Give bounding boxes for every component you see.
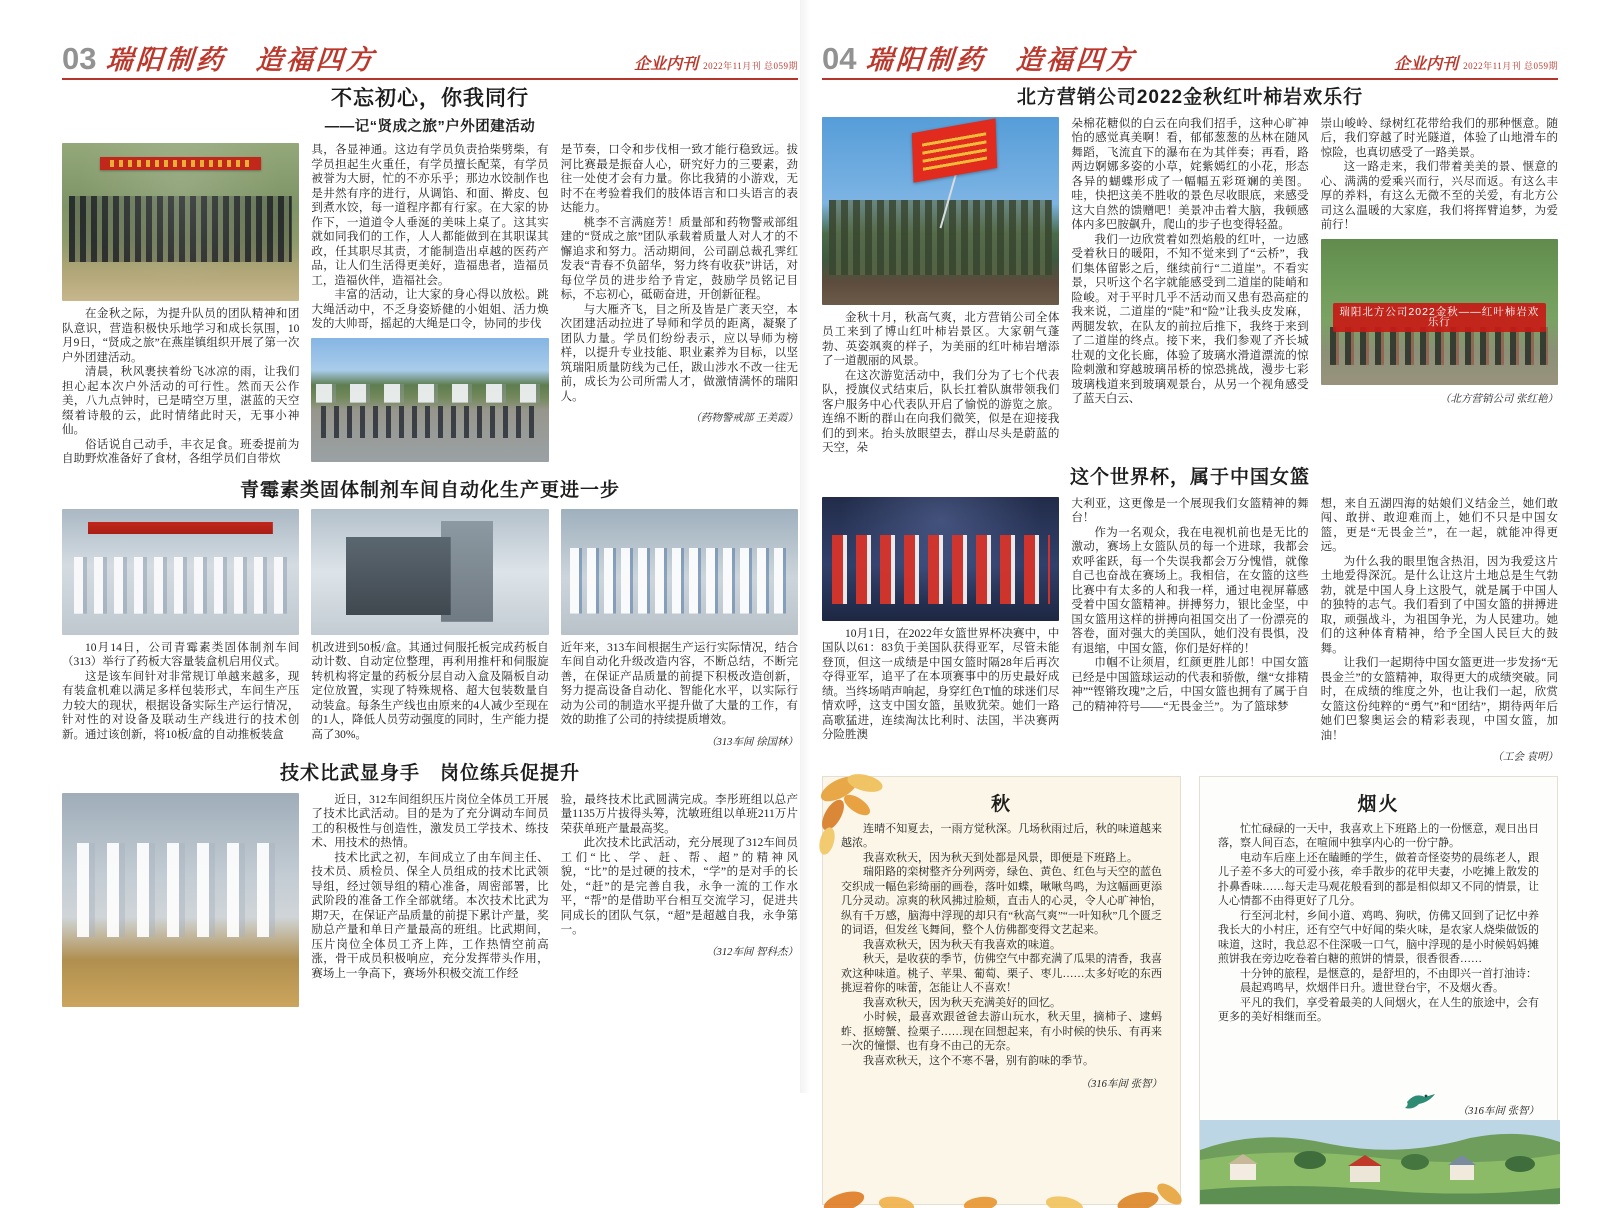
- paragraph: 这一路走来，我们带着美美的景、惬意的心、满满的爱乘兴而行，兴尽而返。有这么丰厚的养料，有这么无微不至的关爱，有北方公司这么温暖的大家庭，我们将挥臂追梦，为爱前行！: [1320, 161, 1558, 232]
- byline: （313车间 徐国林）: [706, 736, 798, 748]
- paragraph: 瑞阳路的栾树整齐分列两旁，绿色、黄色、红色与天空的蓝色交织成一幅色彩绮丽的画卷，落叶如蝶，啾啾鸟鸣，为这幅画更添几分灵动。凉爽的秋风拂过脸颊，直击人的心灵，令人心旷神怡，纵有千万感，脑海中浮现的却只有“秋高气爽”“一叶知秋”几个匮乏的词语，但发丝飞舞间，整个人仿佛都变得文艺起来。: [841, 866, 1162, 936]
- paragraph: 10月14日，公司青霉素类固体制剂车间（313）举行了药板大容量装盒机启用仪式。: [62, 641, 300, 668]
- issue-info: [1394, 51, 1558, 74]
- article-column-1: [62, 143, 299, 467]
- article-title: 不忘初心，你我同行: [331, 87, 529, 110]
- article-column-1: [822, 117, 1059, 456]
- column-text: [311, 143, 548, 332]
- bird-icon: [1403, 1088, 1437, 1112]
- article-penicillin-automation: [62, 479, 798, 750]
- page-number: 03: [62, 41, 97, 76]
- maple-leaves-decoration: [823, 1174, 1180, 1208]
- paragraph: 平凡的我们，享受着最美的人间烟火，在人生的旅途中，会有更多的美好相继而至。: [1218, 996, 1539, 1023]
- photo-skill-competition: [62, 793, 299, 1007]
- article-column-3: [1321, 117, 1558, 456]
- article-column-1: [62, 793, 299, 1007]
- photo-cartoning-machine: [311, 509, 548, 635]
- photo-basketball-team: [822, 497, 1059, 621]
- article-title: 这个世界杯，属于中国女篮: [1069, 466, 1310, 488]
- paragraph: 行至河北村，乡间小道、鸡鸣、狗吠，仿佛又回到了记忆中养我长大的小村庄，还有空气中好闻的柴火味，是农家人烧柴做饭的味道，这时，我总忍不住深吸一口气，脑中浮现的是小时候妈妈摊煎饼我在旁边吃卷着白糖的煎饼的情景，很香很香……: [1218, 909, 1539, 965]
- red-flag: [912, 118, 998, 182]
- article-column-1: [822, 497, 1059, 766]
- article-column-2: [311, 143, 548, 467]
- issue-meta: 2022年11月刊 总059期: [1463, 61, 1558, 71]
- issue-name: 企业内刊: [1394, 56, 1459, 73]
- paragraph: 为什么我的眼里饱含热泪，因为我爱这片土地爱得深沉。是什么让这片土地总是生气勃勃，就是中国人身上这股气，就是属于中国人的独特的志气。我们看到了中国女篮的拼搏进取，顽强战斗，为祖国争光，为人民建功。她们的这种体育精神，给予全国人民巨大的鼓舞。: [1320, 555, 1558, 655]
- column-text: [822, 627, 1059, 743]
- paragraph: 近年来，313车间根据生产运行实际情况，结合车间自动化升级改造内容，不断总结，不断完善，在保证产品质量的前提下积极改造创新，努力提高设备自动化、智能化水平，以实际行动为公司的制造水平提升做了大量的工作，有效的助推了公司的持续提质增效。: [560, 641, 798, 726]
- paragraph: 在这次游览活动中，我们分为了七个代表队，授旗仪式结束后，队长扛着队旗带领我们客户服务中心代表队开启了愉悦的游览之旅。连绵不断的群山在向我们微笑，似是在迎接我们的到来。抬头放眼望去，群山尽头是蔚蓝的天空，朵: [822, 369, 1060, 455]
- article-column-2: [1071, 497, 1308, 766]
- paragraph: 让我们一起期待中国女篮更进一步发扬“无畏金兰”的女篮精神，取得更大的成绩突破。同时，在成绩的维度之外，也让我们一起，欣赏女篮这份纯粹的“勇气”和“团结”，期待两年后她们巴黎奥运会的精彩表现，中国女篮，加油！: [1320, 657, 1558, 742]
- paragraph: 验，最终技术比武圆满完成。李彤班组以总产量1135万片拔得头筹，沈敏班组以单班211万片荣获单班产量最高奖。: [560, 793, 798, 835]
- photo-hiking-group-flag: [822, 117, 1059, 305]
- paragraph: 忙忙碌碌的一天中，我喜欢上下班路上的一份惬意，观日出日落，察人间百态，在喧闹中独享内心的一份宁静。: [1218, 822, 1539, 849]
- photo-team-building-group: [62, 143, 299, 301]
- paragraph: 巾帼不让须眉，红颜更胜儿郎！中国女篮已经是中国篮球运动的代表和骄傲，继“女排精神”“铿锵玫瑰”之后，中国女篮也拥有了属于自己的精神符号——“无畏金兰”。为了篮球梦: [1071, 657, 1309, 713]
- paragraph: 10月1日，在2022年女篮世界杯决赛中，中国队以61：83负于美国队获得亚军，尽管未能登顶，但这一成绩是中国女篮时隔28年后再次夺得亚军，追平了在本项赛事中的历史最好成绩。当终场哨声响起，身穿红色T恤的球迷们尽情欢呼，这支中国女篮，虽败犹荣。她们一路高歌猛进，连续淘汰比利时、法国，半决赛两分险胜澳: [822, 627, 1060, 741]
- byline: （工会 袁明）: [1492, 752, 1558, 763]
- byline: （316车间 张智）: [1457, 1105, 1539, 1117]
- byline: （药物警戒部 王美霞）: [690, 413, 798, 425]
- column-text: [1321, 497, 1558, 744]
- essay-autumn: [822, 776, 1181, 1205]
- byline: （316车间 张智）: [1080, 1079, 1162, 1090]
- paragraph: 连晴不知夏去，一雨方觉秋深。几场秋雨过后，秋的味道越来越浓。: [841, 822, 1162, 849]
- paragraph: 小时候，最喜欢跟爸爸去游山玩水，秋天里，摘柿子、逮蚂蚱、抠螃蟹、捡栗子……现在回想起来，有小时候的快乐、有再来一次的憧憬、也有身不由己的无奈。: [841, 1011, 1162, 1052]
- issue-info: [634, 51, 798, 74]
- article-column-2: [311, 793, 548, 1007]
- paragraph: 在金秋之际，为提升队员的团队精神和团队意识，营造积极快乐地学习和成长氛围，10月9日，“贤成之旅”在燕崖镇组织开展了第一次户外团建活动。: [62, 308, 300, 364]
- masthead: [822, 36, 1558, 80]
- essays-row: [822, 776, 1558, 1205]
- issue-meta: 2022年11月刊 总059期: [703, 61, 798, 71]
- article-column-2: [311, 641, 548, 751]
- essay-text: [841, 822, 1162, 1069]
- paragraph: 机改进到50板/盒。其通过伺服托板完成药板自动计数、自动定位整理，再利用推杆和伺服旋转机构将定量的药板分层自动入盒及隔板自动定位放置，实现了特殊规格、超大包装数量自动装盒。每条生产线也由原来的4人减少至现在的1人，降低人员劳动强度的同时，生产能力提高了30%。: [311, 641, 549, 741]
- page-number: 04: [822, 41, 857, 76]
- paragraph: 我喜欢秋天，因为秋天到处都是风景，即便是下班路上。: [863, 851, 1138, 864]
- column-text: [1071, 117, 1308, 407]
- essay-text: [1218, 822, 1539, 1025]
- article-team-building: [62, 86, 798, 467]
- photo-banner-text: 瑞阳北方公司2022金秋——红叶柿岩欢乐行: [1333, 303, 1547, 332]
- byline: （312车间 智科杰）: [706, 946, 798, 958]
- paragraph: 秋天，是收获的季节，仿佛空气中都充满了瓜果的清香，我喜欢这种味道。桃子、苹果、葡萄、栗子、枣儿……太多好吃的东西挑逗着你的味蕾，怎能让人不喜欢！: [841, 953, 1162, 994]
- article-womens-basketball: [822, 466, 1558, 766]
- paragraph: 技术比武之初，车间成立了由车间主任、技术员、质检员、保全人员组成的技术比武领导组，经过领导组的精心准备，周密部署，比武阶段的准备工作全部就绪。本次技术比武为期7天，在保证产品质量的前提下累计产量，奖励总产量和单日产量最高的班组。比武期间，压片岗位全体员工齐上阵，工作热情空前高涨，骨干成员积极响应，充分发挥带头作用，赛场上一争高下，赛场外积极交流工作经: [311, 851, 549, 980]
- page-03: [62, 36, 798, 1086]
- photo-workshop-staff: [561, 509, 798, 635]
- column-text: [62, 641, 299, 743]
- page-gutter-shadow: [800, 0, 810, 1093]
- article-skill-competition: [62, 762, 798, 1007]
- essay-fireworks: [1199, 776, 1558, 1205]
- paragraph: 我们一边欣赏着如烈焰般的红叶，一边感受着秋日的暖阳，不知不觉来到了“云桥”，我们集体留影之后，继续前行“二道崖”。不看实景，只听这个名字就能感受到二道崖的陡峭和险峻。对于平时几乎不活动而又患有恐高症的我来说，二道崖的“陡”和“险”让我头皮发麻，两腿发软，在队友的前拉后推下，我终于来到了二道崖的终点。接下来，我们参观了齐长城壮观的文化长廊，体验了玻璃水滑道漂流的惊险刺激和穿越玻璃吊桥的惊恐挑战，漫步七彩玻璃栈道来到玻璃观景台，从另一个视角感受了蓝天白云、: [1071, 233, 1309, 406]
- article-column-3: [561, 793, 798, 1007]
- issue-name: 企业内刊: [634, 56, 699, 73]
- essay-title: 秋: [990, 793, 1012, 815]
- paragraph: 作为一名观众，我在电视机前也是无比的激动，赛场上女篮队员的每一个进球，我都会欢呼雀跃，每一个失误我都会万分愧惜，就像自己也奋战在赛场上。我相信，在女篮的这些比赛中有太多的人和我一样，通过电视屏幕感受着中国女篮精神。拼搏努力，银比金坚，中国女篮用这样的拼搏向祖国交出了一份漂亮的答卷，面对强大的美国队，她们没有畏惧，没有退缩，中国女篮，你们是好样的！: [1071, 526, 1309, 655]
- paragraph: 电动车后座上还在瞌睡的学生，做着奇怪姿势的晨练老人，跟儿子差不多大的可爱小孩，牵手散步的花甲夫妻，小吃摊上散发的扑鼻香味……每天走马观花般看到的都是相似却又不同的情景，让人心情都不由得更好了几分。: [1218, 851, 1539, 907]
- column-text: [311, 641, 548, 743]
- article-column-3: [1321, 497, 1558, 766]
- article-autumn-outing: [822, 86, 1558, 456]
- essay-title: 烟火: [1357, 793, 1400, 815]
- page-04: [822, 36, 1558, 1117]
- column-text: [561, 641, 798, 728]
- masthead-brand: 瑞阳制药 造福四方: [105, 45, 378, 75]
- article-title: 北方营销公司2022金秋红叶柿岩欢乐行: [1016, 87, 1364, 108]
- paragraph: 俗话说自己动手，丰衣足食。班委提前为自助野炊准备好了食材，各组学员们自带炊: [62, 438, 300, 466]
- paragraph: 丰富的活动，让大家的身心得以放松。跳大绳活动中，不乏身姿矫健的小姐姐、活力焕发的大帅哥，摇起的大绳是口令，协同的步伐: [311, 289, 549, 331]
- paragraph: 我喜欢秋天，这个不寒不暑，别有韵味的季节。: [863, 1054, 1094, 1067]
- article-title: 青霉素类固体制剂车间自动化生产更进一步: [239, 479, 620, 501]
- painting-village-landscape: [1200, 1120, 1560, 1204]
- masthead-brand: 瑞阳制药 造福四方: [865, 45, 1138, 75]
- paragraph: 桃李不言满庭芳！质量部和药物警戒部组建的“贤成之旅”团队承载着质量人对人才的不懈追求和努力。活动期间，公司副总裁孔霁红发表“青春不负韶华，努力终有收获”讲话，对每位学员的进步给予肯定，鼓励学员铭记目标，不忘初心，砥砺奋进，开创新征程。: [560, 216, 798, 302]
- article-column-2: [1071, 117, 1308, 456]
- photo-hiking-group-banner: [1321, 239, 1558, 385]
- column-text: [561, 143, 798, 404]
- paragraph: 我喜欢秋天，因为秋天充满美好的回忆。: [863, 996, 1061, 1009]
- paragraph: 近日，312车间组织压片岗位全体员工开展了技术比武活动。目的是为了充分调动车间员工的积极性与创造性，激发员工学技术、练技术、用技术的热情。: [311, 793, 549, 850]
- paragraph: 金秋十月，秋高气爽，北方营销公司全体员工来到了博山红叶柿岩景区。大家朝气蓬勃、英姿飒爽的样子，为美丽的红叶柿岩增添了一道靓丽的风景。: [822, 311, 1060, 368]
- column-text: [62, 307, 299, 467]
- paragraph: 具，各显神通。这边有学员负责拾柴劈柴，有学员担起生火重任，有学员擅长配菜，有学员被誉为大厨，忙的不亦乐乎；那边水饺制作也是井然有序的进行，从调馅、和面、擀皮、包到煮水饺，每一道程序都有行家。在大家的协作下，一道道令人垂涎的美味上桌了。这其实就如同我们的工作，人人都能做到在其职谋其政，任其职尽其责，才能制造出卓越的医药产品，让人们生活得更美好，造福患者，造福员工，造福伙伴，造福社会。: [311, 144, 549, 287]
- paragraph: 与大雁齐飞，目之所及皆是广袤天空，本次团建活动拉进了导师和学员的距离，凝聚了团队力量。学员们纷纷表示，应以导师为榜样，以提升专业技能、职业素养为目标，以坚筑瑞阳质量防线为己任，跋山涉水不改一往无前，成长为公司所需人才，做激情满怀的瑞阳人。: [560, 303, 798, 403]
- paragraph: 是节奏，口令和步伐相一致才能行稳致远。拔河比赛最是振奋人心，研究好力的三要素，劲往一处使才会有力量。你比我猜的小游戏，无时不在考验着我们的肢体语言和口头语言的表达能力。: [560, 144, 798, 215]
- masthead: [62, 36, 798, 80]
- photo-tug-of-war: [311, 338, 548, 462]
- paragraph: 晨起鸡鸣早，炊烟伴日升。遗世登台宇，不及烟火香。: [1240, 982, 1504, 994]
- paragraph: 大利亚，这更像是一个展现我们女篮精神的舞台！: [1071, 497, 1309, 524]
- column-text: [1071, 497, 1308, 715]
- red-banner: [100, 157, 261, 170]
- article-column-3: [561, 143, 798, 467]
- paragraph: 崇山峻岭、绿树红花带给我们的那种惬意。随后，我们穿越了时光隧道，体验了山地滑车的惊险，也真切感受了一路美景。: [1320, 117, 1558, 159]
- article-title: 技术比武显身手 岗位练兵促提升: [279, 763, 580, 784]
- column-text: [822, 311, 1059, 456]
- paragraph: 十分钟的旅程，是惬意的，是舒坦的，不由即兴一首打油诗：: [1240, 967, 1537, 980]
- photo-launch-ceremony: [62, 509, 299, 635]
- article-column-1: [62, 641, 299, 751]
- column-text: [561, 793, 798, 938]
- column-text: [311, 793, 548, 982]
- paragraph: 想，来自五湖四海的姑娘们义结金兰，她们敢闯、敢拼、敢迎难而上，她们不只是中国女篮，更是“无畏金兰”，在一起，就能冲得更远。: [1320, 497, 1558, 553]
- paragraph: 此次技术比武活动，充分展现了312车间员工们“比、学、赶、帮、超”的精神风貌，“比”的是过硬的技术，“学”的是对手的长处，“赶”的是完善自我，永争一流的工作水平，“帮”的是借助平台相互交流学习，促进共同成长的团队气氛，“超”是超越自我，永争第一。: [560, 837, 798, 937]
- paragraph: 我喜欢秋天，因为秋天有我喜欢的味道。: [863, 938, 1061, 951]
- paragraph: 朵棉花糖似的白云在向我们招手，这种心旷神怡的感觉真美啊！看，郁郁葱葱的丛林在随风舞蹈，飞流直下的瀑布在为其伴奏；再看，路两边婀娜多姿的小草，姹紫嫣红的小花，形态各异的蝴蝶形成了一幅幅五彩斑斓的美图。哇，快把这美不胜收的景色尽收眼底，来感受这大自然的馈赠吧！美景冲击着大脑，我顿感体内多巴胺飙升，爬山的步子也变得轻盈。: [1071, 117, 1309, 232]
- article-column-3: [561, 641, 798, 751]
- article-subtitle: ——记“贤成之旅”户外团建活动: [324, 119, 536, 136]
- paragraph: 清晨，秋风裹挟着纷飞冰凉的雨，让我们担心起本次户外活动的可行性。然而天公作美，八九点钟时，已是晴空万里，湛蓝的天空缀着诗般的云，此时情绪此时天，无事小神仙。: [62, 366, 300, 437]
- column-text: [1321, 117, 1558, 233]
- paragraph: 这是该车间针对非常规订单越来越多，现有装盒机难以满足多样包装形式，车间生产压力较大的现状，根据设备实际生产运行情况，针对性的对设备及联动生产线进行的技术创新。通过该创新，将10板/盒的自动推板装盒: [62, 670, 300, 741]
- byline: （北方营销公司 张红艳）: [1439, 393, 1558, 405]
